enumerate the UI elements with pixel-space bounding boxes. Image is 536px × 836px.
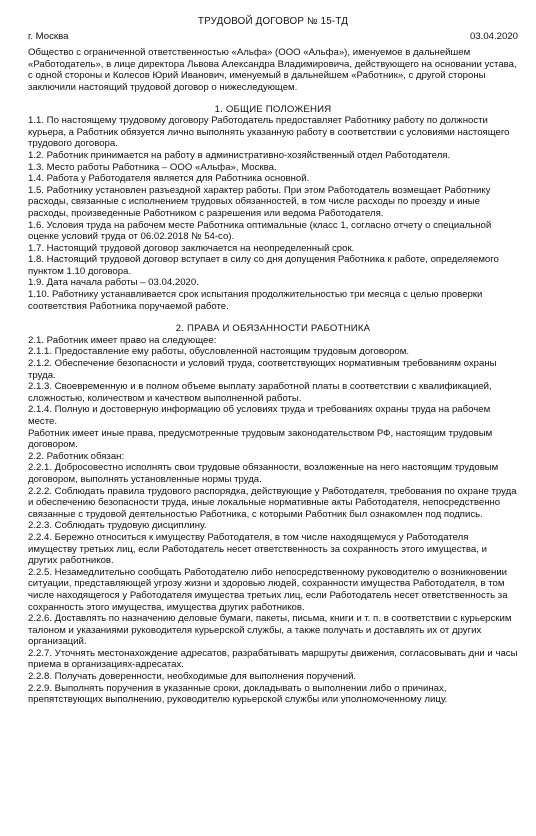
clause: 2.1. Работник имеет право на следующее: (28, 334, 217, 346)
clause: 1.4. Работа у Работодателя является для Работника основной. (28, 173, 310, 185)
document-title: ТРУДОВОЙ ДОГОВОР № 15-ТД (197, 16, 349, 27)
clause: 2.2.4. Бережно относиться к имуществу Работодателя, в том числе находящемуся у Работодателя имуществу третьих лиц, если Работодатель несет ответственность за сохранность этого имущества, и других работников. (28, 531, 487, 567)
clause: 1.9. Дата начала работы – 03.04.2020. (28, 277, 199, 289)
clause: 2.2.2. Соблюдать правила трудового распорядка, действующие у Работодателя, требования по охране труда и обеспечению безопасности труда, иные локальные нормативные акты Работодателя, непосредственно связанные с трудовой деятельностью Работника, с которыми Работник был ознакомлен под подпись. (28, 485, 517, 520)
document-date: 03.04.2020 (469, 30, 518, 42)
clause: 2.1.2. Обеспечение безопасности и условий труда, соответствующих нормативным требованиям охраны труда. (28, 358, 497, 381)
clause: 2.2.1. Добросовестно исполнять свои трудовые обязанности, возложенные на него настоящим трудовым договором, выполнять установленные нормы труда. (28, 462, 499, 485)
section-1-clauses (28, 115, 518, 312)
clause: 2.2.7. Уточнять местонахождение адресатов, разрабатывать маршруты движения, согласовывать дни и часы приема в организациях-адресатах. (28, 647, 518, 671)
clause: 1.8. Настоящий трудовой договор вступает в силу со дня допущения Работника к работе, определяемого пунктом 1.10 договора. (28, 254, 499, 277)
clause: 2.2.9. Выполнять поручения в указанные сроки, докладывать о выполнении либо о причинах, препятствующих выполнению, руководителю курьерской службы или уполномоченному лицу. (28, 682, 448, 706)
clause: 2.1.3. Своевременную и в полном объеме выплату заработной платы в соответствии с квалификацией, сложностью, количеством и качеством выполненной работы. (28, 381, 492, 404)
intro-paragraph: Общество с ограниченной ответственностью «Альфа» (ООО «Альфа»), именуемое в дальнейшем «Работодатель», в лице директора Львова Александра Владимировича, действующего на основании устава, с одной стороны и Колесов Юрий Иванович, именуемый в дальнейшем «Работник», с другой стороны заключили настоящий трудовой договор о нижеследующем. (28, 47, 517, 93)
clause: 2.2.8. Получать доверенности, необходимые для выполнения поручений. (28, 671, 357, 683)
clause: Работник имеет иные права, предусмотренные трудовым законодательством РФ, настоящим трудовым договором. (28, 427, 493, 451)
clause: 1.2. Работник принимается на работу в административно-хозяйственный отдел Работодателя. (28, 149, 451, 161)
clause: 2.1.1. Предоставление ему работы, обусловленной настоящим трудовым договором. (28, 346, 410, 358)
clause: 1.3. Место работы Работника – ООО «Альфа», Москва. (28, 161, 277, 173)
section-2-clauses (28, 335, 518, 706)
city-date-row (28, 31, 518, 43)
section-2-title: 2. ПРАВА И ОБЯЗАННОСТИ РАБОТНИКА (175, 323, 371, 335)
document-city: г. Москва (28, 30, 69, 42)
clause: 2.2. Работник обязан: (28, 450, 125, 462)
section-1-title: 1. ОБЩИЕ ПОЛОЖЕНИЯ (214, 103, 332, 115)
clause: 2.2.3. Соблюдать трудовую дисциплину. (28, 520, 207, 532)
clause: 1.10. Работнику устанавливается срок испытания продолжительностью три месяца с целью проверки соответствия Работника поручаемой работе. (28, 289, 483, 312)
clause: 1.6. Условия труда на рабочем месте Работника оптимальные (класс 1, согласно отчету о специальной оценке условий труда от 06.02.2018 № 54-со). (28, 219, 492, 243)
clause: 2.2.5. Незамедлительно сообщать Работодателю либо непосредственному руководителю о возникновении ситуации, представляющей угрозу жизни и здоровью людей, сохранности имущества Работодателя, в том числе находящегося у Работодателя имущества третьих лиц, если Работодатель несет ответственность за сохранность этого имущества, имущества других работников. (28, 566, 508, 613)
clause: 2.2.6. Доставлять по назначению деловые бумаги, пакеты, письма, книги и т. п. в соответствии с курьерским талоном и указаниями руководителя курьерской службы, а также получать и доставлять их от других организаций. (28, 613, 512, 648)
clause: 2.1.4. Полную и достоверную информацию об условиях труда и требованиях охраны труда на рабочем месте. (28, 404, 491, 427)
clause: 1.1. По настоящему трудовому договору Работодатель предоставляет Работнику работу по должности курьера, а Работник обязуется лично выполнять указанную работу в соответствии с условиями настоящего трудового договора. (28, 115, 510, 150)
clause: 1.5. Работнику установлен разъездной характер работы. При этом Работодатель возмещает Работнику расходы, связанные с исполнением трудовых обязанностей, в том числе расходы по проезду и иные расходы, произведенные Работником с разрешения или ведома Работодателя. (28, 184, 491, 219)
clause: 1.7. Настоящий трудовой договор заключается на неопределенный срок. (28, 242, 355, 254)
